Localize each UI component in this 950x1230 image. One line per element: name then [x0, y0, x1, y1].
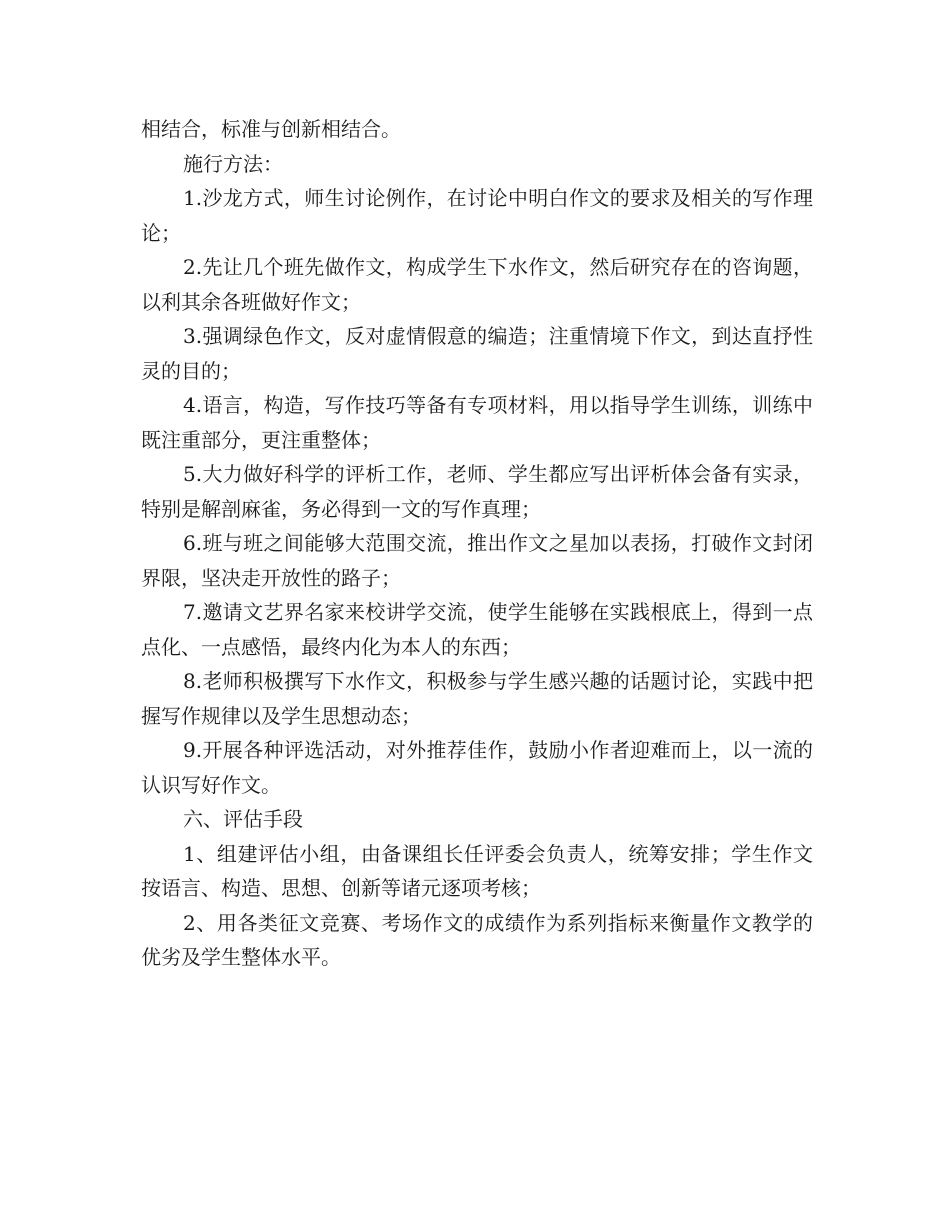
paragraph-method-2: 2.先让几个班先做作文，构成学生下水作文，然后研究存在的咨询题，以利其余各班做好作文； [141, 255, 813, 314]
paragraph-evaluation-2: 2、用各类征文竞赛、考场作文的成绩作为系列指标来衡量作文教学的优劣及学生整体水平。 [141, 910, 813, 969]
paragraph-method-4: 4.语言，构造，写作技巧等备有专项材料，用以指导学生训练，训练中既注重部分，更注重整体； [141, 393, 813, 452]
paragraph-evaluation-1: 1、组建评估小组，由备课组长任评委会负责人，统筹安排；学生作文按语言、构造、思想、创新等诸元逐项考核； [141, 841, 813, 900]
paragraph-method-8: 8.老师积极撰写下水作文，积极参与学生感兴趣的话题讨论，实践中把握写作规律以及学生思想动态； [141, 669, 813, 728]
paragraph-method-7: 7.邀请文艺界名家来校讲学交流，使学生能够在实践根底上，得到一点点化、一点感悟，最终内化为本人的东西； [141, 600, 813, 659]
section-heading-evaluation: 六、评估手段 [183, 807, 303, 831]
paragraph-method-3: 3.强调绿色作文，反对虚情假意的编造；注重情境下作文，到达直抒性灵的目的； [141, 324, 813, 383]
paragraph-continuation: 相结合，标准与创新相结合。 [141, 117, 401, 141]
paragraph-method-5: 5.大力做好科学的评析工作，老师、学生都应写出评析体会备有实录，特别是解剖麻雀，务必得到一文的写作真理； [141, 462, 813, 521]
document-body [141, 112, 813, 975]
paragraph-method-heading: 施行方法： [183, 151, 283, 176]
paragraph-method-6: 6.班与班之间能够大范围交流，推出作文之星加以表扬，打破作文封闭界限，坚决走开放性的路子； [141, 531, 813, 590]
paragraph-method-1: 1.沙龙方式，师生讨论例作，在讨论中明白作文的要求及相关的写作理论； [141, 186, 813, 245]
paragraph-method-9: 9.开展各种评选活动，对外推荐佳作，鼓励小作者迎难而上，以一流的认识写好作文。 [141, 738, 813, 797]
